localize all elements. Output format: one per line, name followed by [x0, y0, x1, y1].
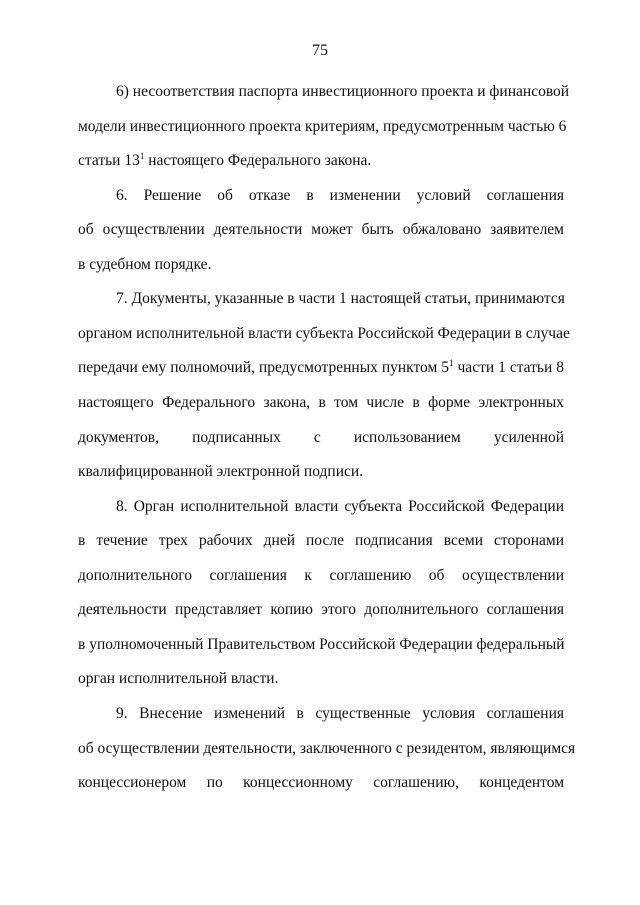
superscript: 1 — [139, 151, 145, 161]
text-line: деятельности представляет копию этого дополнительного соглашения — [78, 601, 564, 618]
text-line: квалифицированной электронной подписи. — [78, 463, 364, 480]
text-line: орган исполнительной власти. — [78, 670, 279, 687]
text-line: документов, подписанных с использованием усиленной — [78, 429, 564, 446]
text-line: концессионером по концессионному соглашению, концедентом — [78, 774, 564, 791]
text-line: 8. Орган исполнительной власти субъекта Российской Федерации — [116, 498, 564, 515]
page-number: 75 — [312, 42, 328, 59]
text-line: настоящего Федерального закона, в том числе в форме электронных — [78, 394, 564, 411]
superscript: 1 — [449, 358, 454, 368]
text-fragment: части 1 статьи 8 — [453, 359, 564, 376]
text-line — [78, 151, 564, 171]
text-line: дополнительного соглашения к соглашению об осуществлении — [78, 567, 564, 584]
text-line: модели инвестиционного проекта критериям, предусмотренным частью 6 — [78, 118, 567, 135]
text-line: 6) несоответствия паспорта инвестиционного проекта и финансовой — [116, 83, 570, 100]
text-fragment: настоящего Федерального закона. — [144, 152, 372, 169]
text-line: 6. Решение об отказе в изменении условий соглашения — [116, 187, 564, 204]
text-fragment: передачи ему полномочий, предусмотренных пунктом 5 — [78, 359, 450, 376]
text-line: органом исполнительной власти субъекта Российской Федерации в случае — [78, 325, 570, 342]
text-line — [78, 358, 564, 378]
text-line: в уполномоченный Правительством Российской Федерации федеральный — [78, 636, 565, 653]
text-line: об осуществлении деятельности, заключенного с резидентом, являющимся — [78, 740, 576, 757]
text-line: в течение трех рабочих дней после подписания всеми сторонами — [78, 532, 564, 549]
text-fragment: статьи 13 — [78, 152, 140, 169]
text-line: об осуществлении деятельности может быть обжаловано заявителем — [78, 221, 564, 238]
text-line: в судебном порядке. — [78, 256, 212, 273]
text-line: 9. Внесение изменений в существенные условия соглашения — [116, 705, 564, 722]
text-line: 7. Документы, указанные в части 1 настоящей статьи, принимаются — [116, 290, 565, 307]
